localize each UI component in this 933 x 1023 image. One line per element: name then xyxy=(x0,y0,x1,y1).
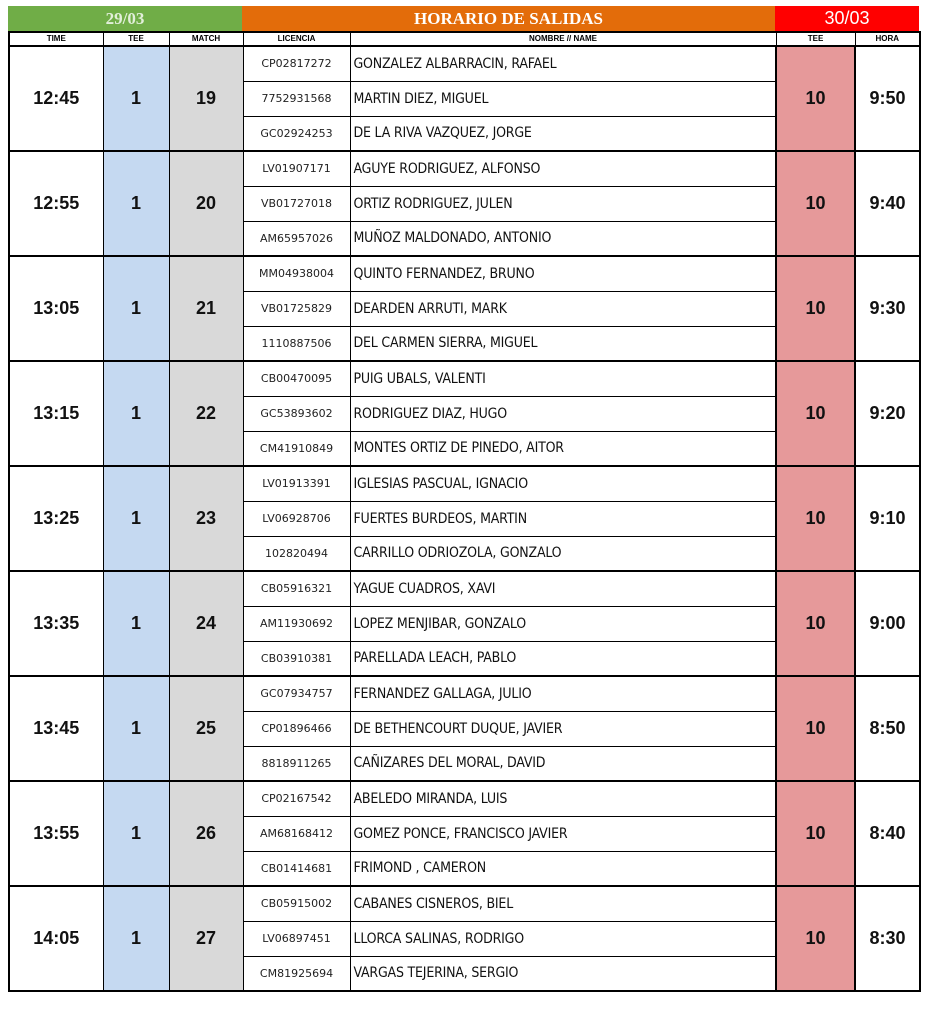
tee-cell: 1 xyxy=(103,466,169,571)
time-cell: 12:45 xyxy=(9,46,103,151)
table-row xyxy=(9,571,920,606)
tee2-cell: 10 xyxy=(776,151,855,256)
col-header-match: MATCH xyxy=(169,32,243,46)
time-cell: 13:05 xyxy=(9,256,103,361)
tee2-cell: 10 xyxy=(776,466,855,571)
table-row xyxy=(9,361,920,396)
licencia-cell: VB01725829 xyxy=(243,291,350,326)
licencia-cell: LV01907171 xyxy=(243,151,350,186)
table-row xyxy=(9,466,920,501)
licencia-cell: 7752931568 xyxy=(243,81,350,116)
player-name-cell: YAGUE CUADROS, XAVI xyxy=(350,571,776,606)
schedule-table xyxy=(8,31,921,992)
tee2-cell: 10 xyxy=(776,571,855,676)
match-cell: 21 xyxy=(169,256,243,361)
match-cell: 19 xyxy=(169,46,243,151)
player-name-cell: MUÑOZ MALDONADO, ANTONIO xyxy=(350,221,776,256)
player-name-cell: CABANES CISNEROS, BIEL xyxy=(350,886,776,921)
licencia-cell: AM11930692 xyxy=(243,606,350,641)
header-row xyxy=(9,32,920,46)
time-cell: 13:35 xyxy=(9,571,103,676)
licencia-cell: 8818911265 xyxy=(243,746,350,781)
col-header-tee: TEE xyxy=(103,32,169,46)
time-cell: 14:05 xyxy=(9,886,103,991)
table-row xyxy=(9,676,920,711)
date-left: 29/03 xyxy=(8,6,242,31)
hora-cell: 8:40 xyxy=(855,781,920,886)
date-right: 30/03 xyxy=(775,6,919,31)
match-cell: 22 xyxy=(169,361,243,466)
licencia-cell: CB05915002 xyxy=(243,886,350,921)
tee-cell: 1 xyxy=(103,46,169,151)
tee2-cell: 10 xyxy=(776,676,855,781)
hora-cell: 9:50 xyxy=(855,46,920,151)
player-name-cell: FUERTES BURDEOS, MARTIN xyxy=(350,501,776,536)
time-cell: 12:55 xyxy=(9,151,103,256)
time-cell: 13:55 xyxy=(9,781,103,886)
match-cell: 23 xyxy=(169,466,243,571)
player-name-cell: FERNANDEZ GALLAGA, JULIO xyxy=(350,676,776,711)
tee2-cell: 10 xyxy=(776,46,855,151)
licencia-cell: CP01896466 xyxy=(243,711,350,746)
hora-cell: 9:40 xyxy=(855,151,920,256)
licencia-cell: GC02924253 xyxy=(243,116,350,151)
licencia-cell: AM65957026 xyxy=(243,221,350,256)
table-row xyxy=(9,46,920,81)
licencia-cell: MM04938004 xyxy=(243,256,350,291)
player-name-cell: MONTES ORTIZ DE PINEDO, AITOR xyxy=(350,431,776,466)
licencia-cell: AM68168412 xyxy=(243,816,350,851)
tee-cell: 1 xyxy=(103,256,169,361)
tee2-cell: 10 xyxy=(776,361,855,466)
licencia-cell: CB00470095 xyxy=(243,361,350,396)
licencia-cell: CB05916321 xyxy=(243,571,350,606)
col-header-licencia: LICENCIA xyxy=(243,32,350,46)
table-row xyxy=(9,151,920,186)
col-header-nombre: NOMBRE // NAME xyxy=(350,32,776,46)
player-name-cell: PUIG UBALS, VALENTI xyxy=(350,361,776,396)
player-name-cell: VARGAS TEJERINA, SERGIO xyxy=(350,956,776,991)
player-name-cell: IGLESIAS PASCUAL, IGNACIO xyxy=(350,466,776,501)
col-header-time: TIME xyxy=(9,32,103,46)
tee2-cell: 10 xyxy=(776,781,855,886)
player-name-cell: DE BETHENCOURT DUQUE, JAVIER xyxy=(350,711,776,746)
hora-cell: 9:30 xyxy=(855,256,920,361)
tee-cell: 1 xyxy=(103,886,169,991)
table-row xyxy=(9,781,920,816)
player-name-cell: RODRIGUEZ DIAZ, HUGO xyxy=(350,396,776,431)
licencia-cell: GC07934757 xyxy=(243,676,350,711)
match-cell: 26 xyxy=(169,781,243,886)
player-name-cell: GOMEZ PONCE, FRANCISCO JAVIER xyxy=(350,816,776,851)
licencia-cell: CP02817272 xyxy=(243,46,350,81)
player-name-cell: MARTIN DIEZ, MIGUEL xyxy=(350,81,776,116)
match-cell: 20 xyxy=(169,151,243,256)
player-name-cell: DEARDEN ARRUTI, MARK xyxy=(350,291,776,326)
hora-cell: 8:50 xyxy=(855,676,920,781)
title-bar xyxy=(8,6,919,31)
player-name-cell: LLORCA SALINAS, RODRIGO xyxy=(350,921,776,956)
player-name-cell: CARRILLO ODRIOZOLA, GONZALO xyxy=(350,536,776,571)
match-cell: 24 xyxy=(169,571,243,676)
col-header-hora: HORA xyxy=(855,32,920,46)
player-name-cell: AGUYE RODRIGUEZ, ALFONSO xyxy=(350,151,776,186)
tee2-cell: 10 xyxy=(776,886,855,991)
hora-cell: 9:00 xyxy=(855,571,920,676)
licencia-cell: GC53893602 xyxy=(243,396,350,431)
table-row xyxy=(9,256,920,291)
player-name-cell: ABELEDO MIRANDA, LUIS xyxy=(350,781,776,816)
player-name-cell: LOPEZ MENJIBAR, GONZALO xyxy=(350,606,776,641)
licencia-cell: 102820494 xyxy=(243,536,350,571)
sheet-title: HORARIO DE SALIDAS xyxy=(242,6,775,31)
time-cell: 13:45 xyxy=(9,676,103,781)
hora-cell: 9:20 xyxy=(855,361,920,466)
licencia-cell: CB03910381 xyxy=(243,641,350,676)
tee-cell: 1 xyxy=(103,361,169,466)
player-name-cell: QUINTO FERNANDEZ, BRUNO xyxy=(350,256,776,291)
licencia-cell: 1110887506 xyxy=(243,326,350,361)
licencia-cell: LV06928706 xyxy=(243,501,350,536)
tee-times-sheet xyxy=(8,6,919,992)
player-name-cell: GONZALEZ ALBARRACIN, RAFAEL xyxy=(350,46,776,81)
match-cell: 27 xyxy=(169,886,243,991)
tee-cell: 1 xyxy=(103,571,169,676)
player-name-cell: DEL CARMEN SIERRA, MIGUEL xyxy=(350,326,776,361)
match-cell: 25 xyxy=(169,676,243,781)
player-name-cell: CAÑIZARES DEL MORAL, DAVID xyxy=(350,746,776,781)
col-header-tee2: TEE xyxy=(776,32,855,46)
player-name-cell: PARELLADA LEACH, PABLO xyxy=(350,641,776,676)
player-name-cell: DE LA RIVA VAZQUEZ, JORGE xyxy=(350,116,776,151)
licencia-cell: CP02167542 xyxy=(243,781,350,816)
tee2-cell: 10 xyxy=(776,256,855,361)
schedule-body xyxy=(9,46,920,991)
tee-cell: 1 xyxy=(103,151,169,256)
licencia-cell: LV06897451 xyxy=(243,921,350,956)
hora-cell: 8:30 xyxy=(855,886,920,991)
licencia-cell: CB01414681 xyxy=(243,851,350,886)
player-name-cell: FRIMOND , CAMERON xyxy=(350,851,776,886)
table-row xyxy=(9,886,920,921)
tee-cell: 1 xyxy=(103,676,169,781)
player-name-cell: ORTIZ RODRIGUEZ, JULEN xyxy=(350,186,776,221)
time-cell: 13:15 xyxy=(9,361,103,466)
licencia-cell: CM81925694 xyxy=(243,956,350,991)
licencia-cell: LV01913391 xyxy=(243,466,350,501)
hora-cell: 9:10 xyxy=(855,466,920,571)
time-cell: 13:25 xyxy=(9,466,103,571)
licencia-cell: VB01727018 xyxy=(243,186,350,221)
tee-cell: 1 xyxy=(103,781,169,886)
licencia-cell: CM41910849 xyxy=(243,431,350,466)
